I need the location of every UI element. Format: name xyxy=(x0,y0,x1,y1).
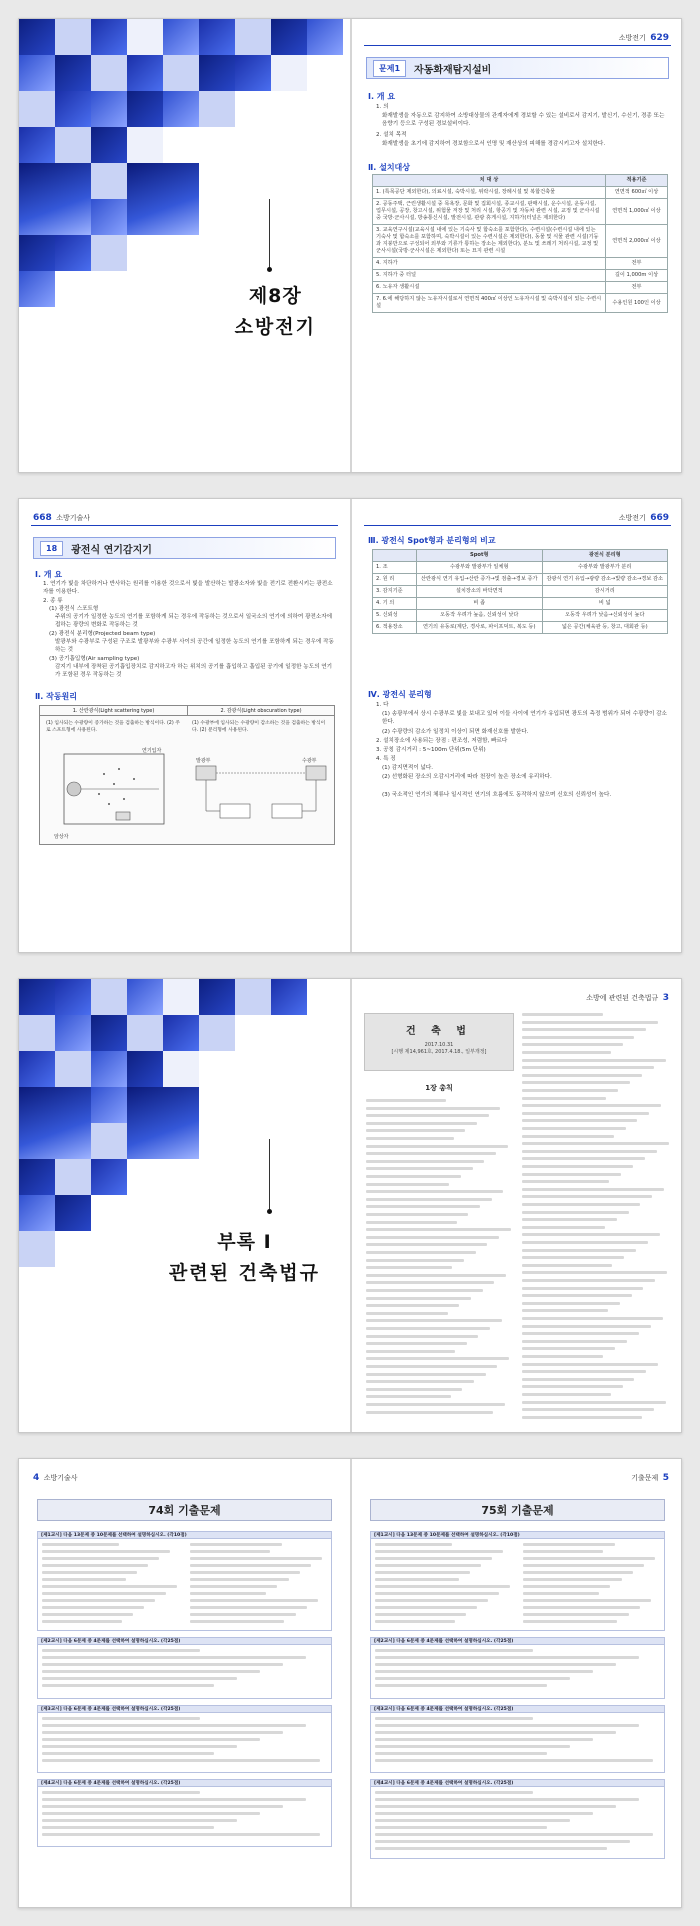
exam-title-74: 74회 기출문제 xyxy=(37,1499,332,1521)
text-line xyxy=(366,1160,484,1163)
question-box xyxy=(370,1787,665,1859)
text-line xyxy=(375,1649,533,1652)
text-line xyxy=(522,1325,651,1328)
text-line xyxy=(375,1833,653,1836)
table-row: 4. 지하가 전부 xyxy=(373,258,668,270)
text-line xyxy=(366,1198,492,1201)
text-line xyxy=(522,1393,611,1396)
text-line xyxy=(375,1663,616,1666)
principle-diagram: 1. 산란광식(Light scattering type) 2. 감광식(Light obscuration type) (1) 입사되는 수광량이 증가하는 것을 검출하는 방식이다. (2) 주로 스포트형에 사용된다. (1) 수광부에 입사되는 수광량이 감소하는 것을 검출하는 방식이다. (2) 분리형에 사용된다. 연기입자 암상자 발광부 수광부 xyxy=(39,705,335,845)
comparison-table: Spot형 광전식 분리형 1. 조 수광부와 발광부가 일체형 수광부와 발광부가 분리 2. 원 리 산란광식 연기 유입→산란 증가→빛 검출→경보 증가 감광식 연기 유입→광량 감소→빛량 감소→경보 감소 3. 감지기준 설치장소의 바닥면적 감시거리 4. 기 의 비 좁 비 넓 5. 신뢰성 오동작 우려가 높음, 신뢰성이 낮다 오동작 우려가 낮음→신뢰성이 높다 6. 적용장소 연기의 유동로(계단, 경사로, 파이프덕트, 복도 등) 넓은 공간(체육관 등, 창고, 대회관 등) xyxy=(372,549,668,634)
question-box xyxy=(37,1713,332,1773)
text-line xyxy=(522,1157,645,1160)
text-line xyxy=(523,1606,640,1609)
paragraph: 1. 의 xyxy=(376,104,389,110)
text-line xyxy=(522,1355,603,1358)
law-title-box: 건 축 법 2017.10.31 [시행 제14,961호, 2017.4.18., 일부개정] xyxy=(364,1013,514,1071)
text-line xyxy=(522,1043,623,1046)
table-row: 6. 노유자 생활시설 전부 xyxy=(373,282,668,294)
text-line xyxy=(375,1724,639,1727)
text-line xyxy=(522,1226,605,1229)
text-line xyxy=(522,1059,666,1062)
text-line xyxy=(522,1051,611,1054)
text-line xyxy=(522,1264,612,1267)
text-line xyxy=(366,1145,508,1148)
text-line xyxy=(375,1745,570,1748)
content-page-669: 소방전기 669 Ⅲ. 광전식 Spot형과 분리형의 비교 Spot형 광전식 분리형 1. 조 수광부와 발광부가 일체형 수광부와 발광부가 분리 2. 원 리 산란광식 연기 유입→산란 증가→빛 검출→경보 증가 감광식 연기 유입→광량 감소→빛량 감소→경보 감소 3. 감지기준 설치장소의 바닥면적 감시거리 4. 기 의 비 좁 비 넓 5. 신뢰성 오동작 우려가 높음, 신뢰성이 낮다 오동작 우려가 낮음→신뢰성이 높다 6. 적용장소 연기의 유동로(계단, 경사로, 파이프덕트, 복도 등) 넓은 공간(체육관 등, 창고, 대회관 등) Ⅳ. 광전식 분리형 1. 다 (1) 송광부에서 상시 수광부로 빛을 보내고 있어 이들 사이에 연기가 유입되면 광도의 측정 범위가 되어 수광량이 감소한다. (2) 수광량의 감소가 일정치 이상이 되면 화재신호를 발한다. 2. 설치장소에 사용되는 장점 : 편조성, 저렴함, 빠르다 3. 공칭 감시거리 : 5~100m 단위(5m 단위) 4. 특 징 (1) 감지면적이 넓다. (2) 선형화된 장소의 오감시거리에 따라 천장이 높은 장소에 유리하다. (3) 국소적인 연기의 체류나 일시적인 연기의 흐름에도 동작하지 않으며 신호의 신뢰성이 높다. xyxy=(352,499,682,952)
text-line xyxy=(190,1599,318,1602)
text-line xyxy=(42,1677,237,1680)
exam-title-75: 75회 기출문제 xyxy=(370,1499,665,1521)
text-line xyxy=(522,1249,636,1252)
running-header: 소방에 관련된 건축법규 3 xyxy=(586,993,669,1003)
running-header: 668 소방기술사 xyxy=(33,513,91,523)
table-row: 1. 조 수광부와 발광부가 일체형 수광부와 발광부가 분리 xyxy=(373,562,668,574)
text-line xyxy=(42,1812,260,1815)
text-line xyxy=(366,1152,496,1155)
text-line xyxy=(522,1294,632,1297)
receiver-label: 수광부 xyxy=(302,758,317,764)
chapter-title: 제8장 소방전기 xyxy=(234,285,316,338)
running-header: 소방전기 669 xyxy=(618,513,669,523)
table-row: 5. 지하가 중 터널 길이 1,000m 이상 xyxy=(373,270,668,282)
period-bar: [제1교시] 다음 13문제 중 10문제를 선택하여 설명하십시오. (각10점) xyxy=(37,1531,332,1539)
text-line xyxy=(366,1380,474,1383)
text-line xyxy=(366,1274,506,1277)
text-line xyxy=(522,1173,621,1176)
text-line xyxy=(522,1142,669,1145)
text-line xyxy=(375,1613,466,1616)
period-bar: [제3교시] 다음 6문제 중 4문제를 선택하여 설명하십시오. (각25점) xyxy=(370,1705,665,1713)
text-line xyxy=(522,1378,634,1381)
text-line xyxy=(42,1564,148,1567)
text-line xyxy=(375,1759,653,1762)
text-line xyxy=(522,1401,666,1404)
heading-targets: Ⅱ. 설치대상 xyxy=(368,163,411,172)
targets-table: 치 대 상 적용기준 1. (특목공단 제외한다), 의료시설, 숙박시설, 위락시설, 장례시설 및 복합건축물 연면적 600㎡ 이상 2. 공동주택, 근린생활시설 중 목욕장, 문화 및 집회시설, 종교시설, 판매시설, 운수시설, 운동시설, 업무시설, 공장, 창고시설, 위험물 저장 및 처리 시설, 항공기 및 자동차 관련 시설, 교정 및 군사시설 중 국방·군사시설, 방송통신시설, 발전시설, 관광 휴게시설, 지하가(터널은 제외한다) 연면적 1,000㎡ 이상 3. 교육연구시설(교육시설 내에 있는 기숙사 및 합숙소를 포함한다), 수련시설(수련시설 내에 있는 기숙사 및 합숙소를 포함하며, 숙박시설이 있는 수련시설은 제외한다), 동물 및 식물 관련 시설(기둥과 지붕만으로 구성되어 외부와 기류가 통하는 장소는 제외한다), 분뇨 및 쓰레기 처리시설, 교정 및 군사시설(국방·군사시설은 제외한다) 또는 묘지 관련 시설 연면적 2,000㎡ 이상 4. 지하가 전부 5. 지하가 중 터널 길이 1,000m 이상 6. 노유자 생활시설 전부 7. 6.에 해당하지 않는 노유자시설로서 연면적 400㎡ 이상인 노유자시설 및 숙박시설이 있는 수련시설 수용인원 100인 이상 xyxy=(372,174,668,313)
appendix-marker-dot xyxy=(267,1209,272,1214)
section-header: 문제1 자동화재탐지설비 xyxy=(366,57,669,79)
text-line xyxy=(523,1557,656,1560)
text-line xyxy=(366,1183,449,1186)
period-bar: [제3교시] 다음 6문제 중 4문제를 선택하여 설명하십시오. (각25점) xyxy=(37,1705,332,1713)
text-line xyxy=(42,1606,144,1609)
text-line xyxy=(366,1114,489,1117)
heading-principle: Ⅱ. 작동원리 xyxy=(35,692,78,701)
section-header: 18 광전식 연기감지기 xyxy=(33,537,336,559)
chapter-marker-dot xyxy=(267,267,272,272)
text-line xyxy=(42,1752,214,1755)
law-page-3 xyxy=(352,979,682,1432)
text-line xyxy=(522,1135,614,1138)
text-line xyxy=(42,1717,200,1720)
text-line xyxy=(42,1557,159,1560)
content-page-668: 668 소방기술사 18 광전식 연기감지기 Ⅰ. 개 요 1. 연기가 빛을 차단하거나 반사하는 원리를 이용한 것으로서 빛을 발산하는 발광소자와 빛을 전기로 전환시키는 광전소자를 이용한다. 2. 종 류 (1) 광전식 스포트형 주위의 공기가 일정한 농도의 연기를 포함하게 되는 경우에 작동하는 것으로서 일국소의 연기에 의하여 광전소자에 접하는 광량의 변화로 작동하는 것 (2) 광전식 분리형(Projected beam type) 발광부와 수광부로 구성된 구조로 발광부와 수광부 사이의 공간에 일정한 농도의 연기를 포함하게 되는 경우에 작동하는 것 (3) 공기흡입형(Air sampling type) 감지기 내부에 장착된 공기흡입장치로 감지하고자 하는 위치의 공기를 흡입하고 흡입된 공기에 일정한 농도의 연기가 포함된 경우 작동하는 것 Ⅱ. 작동원리 1. 산란광식(Light scattering type) 2. 감광식(Light obscuration type) (1) 입사되는 수광량이 증가하는 것을 검출하는 방식이다. (2) 주로 스포트형에 사용된다. (1) 수광부에 입사되는 수광량이 감소하는 것을 검출하는 방식이다. (2) 분리형에 사용된다. 연기입자 암상자 발광부 수광부 xyxy=(19,499,350,952)
question-box xyxy=(37,1645,332,1699)
text-line xyxy=(366,1228,511,1231)
text-line xyxy=(190,1606,307,1609)
obscuration-diagram xyxy=(190,744,332,842)
text-line xyxy=(375,1620,455,1623)
table-row: 5. 신뢰성 오동작 우려가 높음, 신뢰성이 낮다 오동작 우려가 낮음→신뢰성이 높다 xyxy=(373,610,668,622)
text-line xyxy=(366,1221,457,1224)
text-line xyxy=(375,1571,470,1574)
text-line xyxy=(42,1550,170,1553)
text-line xyxy=(522,1165,633,1168)
text-line xyxy=(366,1175,461,1178)
text-line xyxy=(366,1342,467,1345)
question-box xyxy=(370,1539,665,1631)
text-line xyxy=(522,1119,637,1122)
text-line xyxy=(42,1578,126,1581)
text-line xyxy=(375,1606,477,1609)
text-line xyxy=(366,1236,499,1239)
text-line xyxy=(42,1543,119,1546)
light-label: 발광부 xyxy=(196,758,211,764)
text-line xyxy=(522,1097,606,1100)
text-line xyxy=(522,1302,620,1305)
text-line xyxy=(375,1847,607,1850)
text-line xyxy=(375,1826,547,1829)
text-line xyxy=(522,1028,646,1031)
text-line xyxy=(522,1241,648,1244)
text-line xyxy=(522,1340,627,1343)
text-line xyxy=(42,1684,214,1687)
text-line xyxy=(190,1578,289,1581)
text-line xyxy=(42,1791,200,1794)
text-line xyxy=(375,1592,499,1595)
table-row: 2. 공동주택, 근린생활시설 중 목욕장, 문화 및 집회시설, 종교시설, 판매시설, 운수시설, 운동시설, 업무시설, 공장, 창고시설, 위험물 저장 및 처리 시설, 항공기 및 자동차 관련 시설, 교정 및 군사시설 중 국방·군사시설, 방송통신시설, 발전시설, 관광 휴게시설, 지하가(터널은 제외한다) 연면적 1,000㎡ 이상 xyxy=(373,199,668,225)
question-box xyxy=(37,1539,332,1631)
text-line xyxy=(366,1289,483,1292)
chamber-label: 암상자 xyxy=(54,834,69,840)
text-line xyxy=(190,1620,285,1623)
table-row: 7. 6.에 해당하지 않는 노유자시설로서 연면적 400㎡ 이상인 노유자시설 및 숙박시설이 있는 수련시설 수용인원 100인 이상 xyxy=(373,294,668,313)
text-line xyxy=(190,1571,300,1574)
text-line xyxy=(523,1578,622,1581)
period-bar: [제4교시] 다음 6문제 중 4문제를 선택하여 설명하십시오. (각25점) xyxy=(37,1779,332,1787)
text-line xyxy=(42,1833,320,1836)
text-line xyxy=(366,1243,487,1246)
text-line xyxy=(375,1599,488,1602)
text-line xyxy=(522,1363,658,1366)
paragraph: 2. 설치 목적 xyxy=(376,132,407,138)
text-line xyxy=(190,1592,267,1595)
table-row: 6. 적용장소 연기의 유동로(계단, 경사로, 파이프덕트, 복도 등) 넓은 공간(체육관 등, 창고, 대회관 등) xyxy=(373,622,668,634)
text-line xyxy=(522,1233,660,1236)
appendix-marker-line xyxy=(269,1139,270,1211)
chapter-opener-page xyxy=(19,19,350,472)
text-line xyxy=(375,1670,593,1673)
text-line xyxy=(42,1724,306,1727)
text-line xyxy=(522,1127,626,1130)
text-line xyxy=(522,1317,663,1320)
text-line xyxy=(522,1104,661,1107)
text-line xyxy=(366,1099,446,1102)
text-line xyxy=(190,1543,282,1546)
exam-page-5 xyxy=(352,1459,682,1907)
text-line xyxy=(366,1129,465,1132)
spread-appendix-1 xyxy=(18,978,682,1433)
text-line xyxy=(375,1805,616,1808)
text-line xyxy=(42,1620,122,1623)
text-line xyxy=(522,1089,618,1092)
chapter-label: 1장 총칙 xyxy=(425,1084,453,1092)
text-line xyxy=(522,1287,643,1290)
text-line xyxy=(366,1357,509,1360)
text-line xyxy=(522,1347,615,1350)
text-line xyxy=(523,1543,615,1546)
text-line xyxy=(522,1112,649,1115)
text-line xyxy=(522,1211,629,1214)
spread-chapter-8 xyxy=(18,18,682,473)
text-line xyxy=(366,1304,459,1307)
running-header: 4 소방기술사 xyxy=(33,1473,78,1483)
text-line xyxy=(523,1550,604,1553)
heading-overview: Ⅰ. 개 요 xyxy=(368,92,396,101)
text-line xyxy=(366,1373,486,1376)
text-line xyxy=(42,1663,283,1666)
paragraph: 화재발생을 초기에 감지하여 경보함으로서 인명 및 재산상의 피해를 경감시키고자 설치한다. xyxy=(382,141,606,147)
paragraph: 화재발생을 자동으로 감지하여 소방대상물의 관계자에게 경보할 수 있는 설비로서 감지기, 발신기, 수신기, 경종 또는 음향기 등으로 구성된 경보설비이다. xyxy=(382,113,665,128)
text-line xyxy=(366,1327,490,1330)
text-line xyxy=(522,1408,654,1411)
text-line xyxy=(42,1613,133,1616)
text-line xyxy=(522,1021,658,1024)
text-line xyxy=(375,1656,639,1659)
text-line xyxy=(366,1266,452,1269)
text-line xyxy=(42,1599,155,1602)
text-line xyxy=(190,1585,278,1588)
text-line xyxy=(522,1066,654,1069)
text-line xyxy=(522,1271,667,1274)
text-line xyxy=(522,1218,617,1221)
table-row: 2. 원 리 산란광식 연기 유입→산란 증가→빛 검출→경보 증가 감광식 연기 유입→광량 감소→빛량 감소→경보 감소 xyxy=(373,574,668,586)
question-box xyxy=(370,1645,665,1699)
text-line xyxy=(366,1312,448,1315)
text-line xyxy=(523,1564,644,1567)
text-line xyxy=(42,1805,283,1808)
table-row: 3. 교육연구시설(교육시설 내에 있는 기숙사 및 합숙소를 포함한다), 수련시설(수련시설 내에 있는 기숙사 및 합숙소를 포함하며, 숙박시설이 있는 수련시설은 제외한다), 동물 및 식물 관련 시설(기둥과 지붕만으로 구성되어 외부와 기류가 통하는 장소는 제외한다), 분뇨 및 쓰레기 처리시설, 교정 및 군사시설(국방·군사시설은 제외한다) 또는 묘지 관련 시설 연면적 2,000㎡ 이상 xyxy=(373,225,668,258)
text-line xyxy=(42,1670,260,1673)
text-line xyxy=(523,1599,651,1602)
table-row: 4. 기 의 비 좁 비 넓 xyxy=(373,598,668,610)
text-line xyxy=(42,1585,177,1588)
text-line xyxy=(522,1279,655,1282)
text-line xyxy=(375,1550,503,1553)
text-line xyxy=(522,1332,639,1335)
text-line xyxy=(366,1107,500,1110)
text-line xyxy=(375,1578,459,1581)
text-line xyxy=(366,1297,471,1300)
text-line xyxy=(522,1036,634,1039)
text-line xyxy=(42,1826,214,1829)
text-line xyxy=(522,1385,623,1388)
heading-comparison: Ⅲ. 광전식 Spot형과 분리형의 비교 xyxy=(368,536,496,545)
text-line xyxy=(522,1195,652,1198)
text-line xyxy=(42,1819,237,1822)
photo-mosaic xyxy=(19,19,350,319)
text-line xyxy=(375,1557,492,1560)
question-box xyxy=(370,1713,665,1773)
text-line xyxy=(522,1309,608,1312)
running-header: 기출문제 5 xyxy=(631,1473,669,1483)
text-line xyxy=(522,1081,630,1084)
text-line xyxy=(375,1812,593,1815)
text-line xyxy=(522,1416,642,1419)
text-line xyxy=(42,1731,283,1734)
text-line xyxy=(42,1592,166,1595)
scattering-diagram xyxy=(44,744,184,842)
text-line xyxy=(375,1819,570,1822)
content-page-629 xyxy=(352,19,682,472)
spread-photoelectric-detector xyxy=(18,498,682,953)
running-header: 소방전기 629 xyxy=(618,33,669,43)
table-row: 3. 감지기준 설치장소의 바닥면적 감시거리 xyxy=(373,586,668,598)
text-line xyxy=(366,1350,455,1353)
text-line xyxy=(375,1564,481,1567)
text-line xyxy=(366,1335,478,1338)
period-bar: [제1교시] 다음 13문제 중 10문제를 선택하여 설명하십시오. (각10점) xyxy=(370,1531,665,1539)
text-line xyxy=(522,1013,603,1016)
text-line xyxy=(522,1188,664,1191)
appendix-title: 부록 Ⅰ 관련된 건축법규 xyxy=(168,1231,320,1284)
text-line xyxy=(375,1717,533,1720)
text-line xyxy=(375,1585,510,1588)
text-line xyxy=(375,1738,593,1741)
exam-page-4 xyxy=(19,1459,350,1907)
text-line xyxy=(190,1564,311,1567)
text-line xyxy=(523,1571,633,1574)
text-line xyxy=(375,1791,533,1794)
text-line xyxy=(523,1585,611,1588)
text-line xyxy=(366,1190,503,1193)
text-line xyxy=(375,1752,547,1755)
text-line xyxy=(375,1677,570,1680)
heading-overview: Ⅰ. 개 요 xyxy=(35,570,63,579)
text-line xyxy=(366,1122,477,1125)
smoke-label: 연기입자 xyxy=(142,748,162,754)
text-line xyxy=(190,1613,296,1616)
text-line xyxy=(375,1798,639,1801)
text-line xyxy=(366,1388,462,1391)
text-line xyxy=(366,1259,464,1262)
text-line xyxy=(522,1074,642,1077)
text-line xyxy=(366,1365,497,1368)
text-line xyxy=(375,1684,547,1687)
text-line xyxy=(366,1251,476,1254)
text-line xyxy=(190,1557,323,1560)
text-line xyxy=(366,1137,454,1140)
text-line xyxy=(366,1403,505,1406)
heading-separation: Ⅳ. 광전식 분리형 xyxy=(368,690,432,699)
text-line xyxy=(366,1395,451,1398)
text-line xyxy=(522,1370,646,1373)
appendix-opener-page xyxy=(19,979,350,1432)
text-line xyxy=(42,1649,200,1652)
text-line xyxy=(375,1731,616,1734)
table-row: 1. (특목공단 제외한다), 의료시설, 숙박시설, 위락시설, 장례시설 및 복합건축물 연면적 600㎡ 이상 xyxy=(373,187,668,199)
text-line xyxy=(366,1411,493,1414)
period-bar: [제4교시] 다음 6문제 중 4문제를 선택하여 설명하십시오. (각25점) xyxy=(370,1779,665,1787)
text-line xyxy=(366,1319,502,1322)
text-line xyxy=(190,1550,271,1553)
text-line xyxy=(366,1281,494,1284)
text-line xyxy=(42,1656,306,1659)
text-line xyxy=(42,1798,306,1801)
text-line xyxy=(42,1738,260,1741)
spread-past-exams xyxy=(18,1458,682,1908)
text-line xyxy=(523,1620,618,1623)
text-line xyxy=(523,1613,629,1616)
text-line xyxy=(42,1571,137,1574)
chapter-marker-line xyxy=(269,199,270,269)
question-box xyxy=(37,1787,332,1847)
text-line xyxy=(522,1150,657,1153)
text-line xyxy=(366,1213,468,1216)
text-line xyxy=(522,1180,609,1183)
text-line xyxy=(366,1205,480,1208)
period-bar: [제2교시] 다음 6문제 중 4문제를 선택하여 설명하십시오. (각25점) xyxy=(37,1637,332,1645)
text-line xyxy=(523,1592,600,1595)
text-line xyxy=(522,1203,640,1206)
text-line xyxy=(42,1759,320,1762)
text-line xyxy=(375,1840,630,1843)
text-line xyxy=(522,1256,624,1259)
text-line xyxy=(42,1745,237,1748)
text-line xyxy=(375,1543,452,1546)
text-line xyxy=(366,1167,473,1170)
period-bar: [제2교시] 다음 6문제 중 4문제를 선택하여 설명하십시오. (각25점) xyxy=(370,1637,665,1645)
